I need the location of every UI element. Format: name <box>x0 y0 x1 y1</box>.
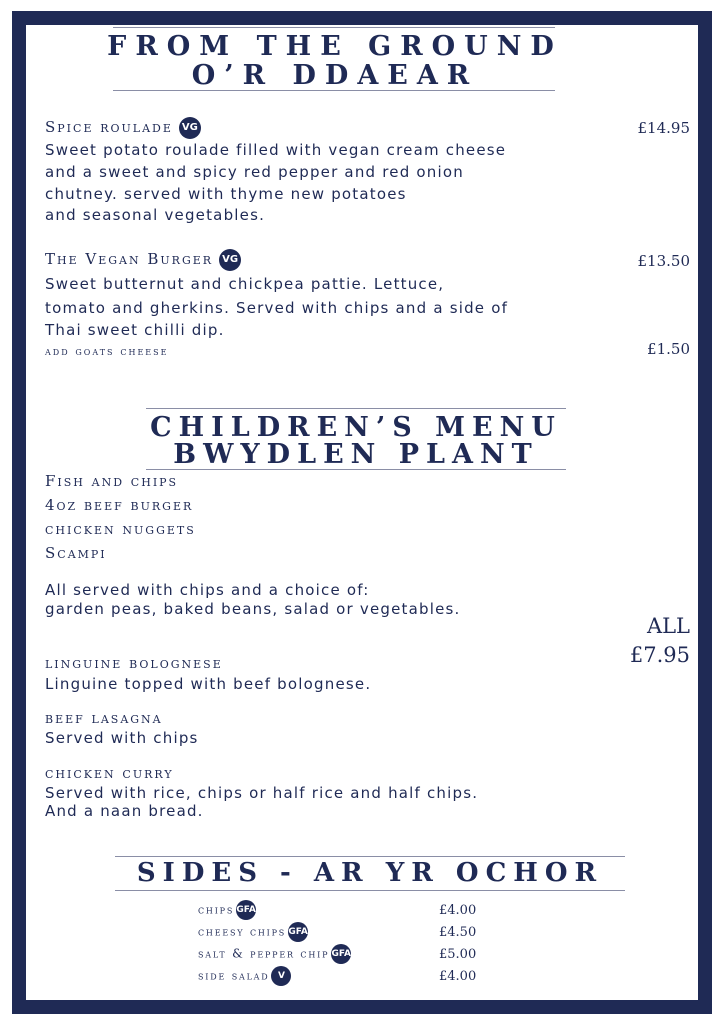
ground-title-rule-bottom <box>113 90 555 91</box>
children-title-rule-top <box>146 408 566 409</box>
side-price-cheesy-chips: £4.50 <box>439 925 477 940</box>
price-goats-cheese: £1.50 <box>647 340 690 358</box>
kids-note-line: garden peas, baked beans, salad or vegetables. <box>45 600 461 618</box>
sides-title-rule-bottom <box>115 890 625 891</box>
dish-desc-line: Thai sweet chilli dip. <box>45 321 225 339</box>
dish-name-vegan-burger: The Vegan Burger VG <box>45 249 241 271</box>
kids-dish-desc-line: Served with rice, chips or half rice and half chips. <box>45 784 479 802</box>
price-vegan-burger: £13.50 <box>637 252 690 270</box>
children-title-line2: BWYDLEN PLANT <box>173 439 539 470</box>
ground-title-rule-top <box>113 27 555 28</box>
side-item-cheesy-chips: cheesy chips GFA <box>198 922 308 942</box>
dish-name-spice-roulade: Spice roulade VG <box>45 117 201 139</box>
kids-item-scampi: Scampi <box>45 544 107 562</box>
gluten-free-badge-icon: GFA <box>288 922 308 942</box>
dish-desc-line: and seasonal vegetables. <box>45 206 266 224</box>
kids-dish-beef-lasagna: beef lasagna <box>45 709 163 727</box>
kids-dish-desc-line: And a naan bread. <box>45 802 204 820</box>
kids-item-beef-burger: 4oz beef burger <box>45 496 194 514</box>
vegan-badge-icon: VG <box>179 117 201 139</box>
ground-title-line1: FROM THE GROUND <box>107 31 563 62</box>
kids-item-chicken-nuggets: chicken nuggets <box>45 520 196 538</box>
dish-desc-line: Sweet butternut and chickpea pattie. Lettuce, <box>45 275 445 293</box>
gluten-free-badge-icon: GFA <box>331 944 351 964</box>
vegan-badge-icon: VG <box>219 249 241 271</box>
dish-desc-line: Sweet potato roulade filled with vegan cream cheese <box>45 141 507 159</box>
all-price: £7.95 <box>629 643 690 667</box>
sides-title-rule-top <box>115 856 625 857</box>
side-item-salt-pepper-chip: salt & pepper chip GFA <box>198 944 351 964</box>
side-price-side-salad: £4.00 <box>439 969 477 984</box>
price-spice-roulade: £14.95 <box>637 119 690 137</box>
side-item-side-salad: side salad V <box>198 966 291 986</box>
children-title-line1: CHILDREN’S MENU <box>150 412 562 443</box>
kids-dish-chicken-curry: chicken curry <box>45 764 174 782</box>
kids-dish-linguine-bolognese: linguine bolognese <box>45 654 223 672</box>
side-price-salt-pepper-chip: £5.00 <box>439 947 477 962</box>
all-label: ALL <box>646 614 690 638</box>
kids-item-fish-and-chips: Fish and chips <box>45 472 179 490</box>
kids-note-line: All served with chips and a choice of: <box>45 581 370 599</box>
ground-title-line2: O’R DDAEAR <box>191 60 479 91</box>
gluten-free-badge-icon: GFA <box>236 900 256 920</box>
kids-dish-desc-line: Served with chips <box>45 729 199 747</box>
dish-desc-line: tomato and gherkins. Served with chips and a side of <box>45 299 509 317</box>
dish-desc-line: and a sweet and spicy red pepper and red onion <box>45 163 464 181</box>
children-title-rule-bottom <box>146 469 566 470</box>
sides-title: SIDES - AR YR OCHOR <box>136 858 604 888</box>
addon-name-goats-cheese: add goats cheese <box>45 344 169 358</box>
kids-dish-desc-line: Linguine topped with beef bolognese. <box>45 675 372 693</box>
dish-desc-line: chutney. served with thyme new potatoes <box>45 185 407 203</box>
vegetarian-badge-icon: V <box>271 966 291 986</box>
side-item-chips: chips GFA <box>198 900 256 920</box>
side-price-chips: £4.00 <box>439 903 477 918</box>
